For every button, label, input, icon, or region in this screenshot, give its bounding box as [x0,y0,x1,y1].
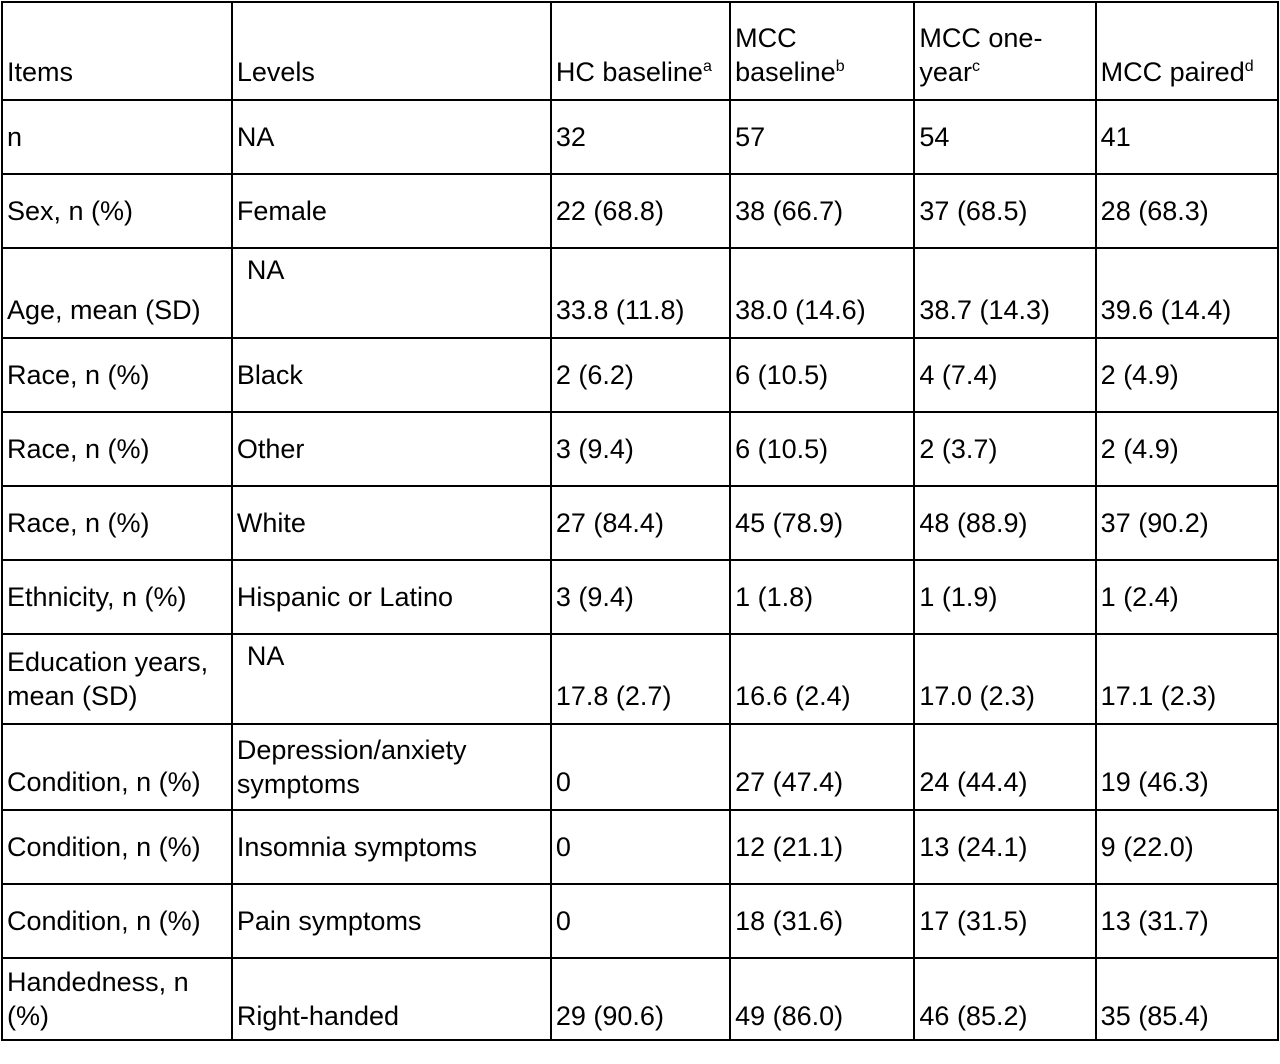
cell-mcc-paired: 2 (4.9) [1096,412,1278,486]
header-mcc-paired-label: MCC paired [1100,57,1245,87]
table-row [2,412,1278,486]
table-row [2,810,1278,884]
cell-item: Condition, n (%) [2,810,232,884]
cell-level: Black [232,338,551,412]
cell-level: Other [232,412,551,486]
cell-item: Ethnicity, n (%) [2,560,232,634]
table-row [2,100,1278,174]
cell-mcc-one-year: 1 (1.9) [914,560,1095,634]
header-levels [232,2,551,100]
table-row [2,958,1278,1040]
table-row [2,174,1278,248]
cell-mcc-one-year: 17 (31.5) [914,884,1095,958]
header-hc-baseline [551,2,730,100]
cell-level: Depression/anxiety symptoms [232,724,551,810]
cell-level: Pain symptoms [232,884,551,958]
table-row [2,248,1278,338]
cell-mcc-baseline: 27 (47.4) [730,724,914,810]
cell-mcc-paired: 19 (46.3) [1096,724,1278,810]
cell-mcc-baseline: 38.0 (14.6) [730,248,914,338]
cell-mcc-one-year: 38.7 (14.3) [914,248,1095,338]
cell-mcc-one-year: 46 (85.2) [914,958,1095,1040]
header-levels-label: Levels [236,57,315,87]
cell-mcc-paired: 13 (31.7) [1096,884,1278,958]
cell-level: NA [232,100,551,174]
header-mcc-paired [1096,2,1278,100]
cell-mcc-one-year: 4 (7.4) [914,338,1095,412]
cell-hc-baseline: 3 (9.4) [551,412,730,486]
cell-mcc-baseline: 6 (10.5) [730,412,914,486]
cell-hc-baseline: 27 (84.4) [551,486,730,560]
cell-level: NA [232,248,551,338]
header-items-label: Items [7,57,74,87]
cell-item: Sex, n (%) [2,174,232,248]
cell-hc-baseline: 29 (90.6) [551,958,730,1040]
cell-mcc-paired: 1 (2.4) [1096,560,1278,634]
cell-hc-baseline: 0 [551,724,730,810]
table-row [2,338,1278,412]
cell-mcc-one-year: 37 (68.5) [914,174,1095,248]
cell-mcc-one-year: 17.0 (2.3) [914,634,1095,724]
table-row [2,724,1278,810]
header-row [2,2,1278,100]
cell-item: Race, n (%) [2,486,232,560]
cell-item: Condition, n (%) [2,884,232,958]
cell-mcc-paired: 9 (22.0) [1096,810,1278,884]
cell-hc-baseline: 32 [551,100,730,174]
cell-mcc-baseline: 16.6 (2.4) [730,634,914,724]
cell-mcc-baseline: 6 (10.5) [730,338,914,412]
cell-item: Race, n (%) [2,412,232,486]
cell-mcc-baseline: 38 (66.7) [730,174,914,248]
cell-hc-baseline: 2 (6.2) [551,338,730,412]
table-row [2,560,1278,634]
cell-mcc-paired: 39.6 (14.4) [1096,248,1278,338]
cell-mcc-paired: 41 [1096,100,1278,174]
header-hc-baseline-label: HC baseline [555,57,703,87]
cell-mcc-baseline: 49 (86.0) [730,958,914,1040]
cell-item: Condition, n (%) [2,724,232,810]
table-row [2,486,1278,560]
cell-hc-baseline: 33.8 (11.8) [551,248,730,338]
table-row [2,884,1278,958]
cell-mcc-paired: 17.1 (2.3) [1096,634,1278,724]
cell-mcc-baseline: 18 (31.6) [730,884,914,958]
cell-hc-baseline: 0 [551,810,730,884]
cell-item: Handedness, n (%) [2,958,232,1040]
table-row [2,634,1278,724]
footnote-marker-c: c [971,58,980,75]
header-mcc-one-year-label: MCC one-year [919,23,1043,87]
header-mcc-baseline-label: MCC baseline [735,23,836,87]
header-items [2,2,232,100]
cell-level: Hispanic or Latino [232,560,551,634]
cell-item: Education years, mean (SD) [2,634,232,724]
cell-hc-baseline: 0 [551,884,730,958]
cell-mcc-paired: 28 (68.3) [1096,174,1278,248]
cell-hc-baseline: 17.8 (2.7) [551,634,730,724]
cell-hc-baseline: 22 (68.8) [551,174,730,248]
cell-mcc-paired: 35 (85.4) [1096,958,1278,1040]
cell-mcc-one-year: 13 (24.1) [914,810,1095,884]
cell-mcc-one-year: 54 [914,100,1095,174]
header-mcc-baseline [730,2,914,100]
cell-mcc-one-year: 48 (88.9) [914,486,1095,560]
cell-mcc-baseline: 1 (1.8) [730,560,914,634]
cell-mcc-one-year: 24 (44.4) [914,724,1095,810]
cell-mcc-one-year: 2 (3.7) [914,412,1095,486]
cell-hc-baseline: 3 (9.4) [551,560,730,634]
cell-mcc-baseline: 45 (78.9) [730,486,914,560]
cell-item: n [2,100,232,174]
cell-mcc-baseline: 12 (21.1) [730,810,914,884]
cell-level: Right-handed [232,958,551,1040]
cell-mcc-baseline: 57 [730,100,914,174]
cell-level: White [232,486,551,560]
cell-item: Age, mean (SD) [2,248,232,338]
cell-level: Female [232,174,551,248]
cell-level: NA [232,634,551,724]
cell-mcc-paired: 37 (90.2) [1096,486,1278,560]
footnote-marker-b: b [835,58,845,75]
footnote-marker-a: a [702,58,712,75]
demographics-table [1,1,1279,1041]
header-mcc-one-year [914,2,1095,100]
cell-item: Race, n (%) [2,338,232,412]
cell-level: Insomnia symptoms [232,810,551,884]
footnote-marker-d: d [1244,58,1254,75]
cell-mcc-paired: 2 (4.9) [1096,338,1278,412]
